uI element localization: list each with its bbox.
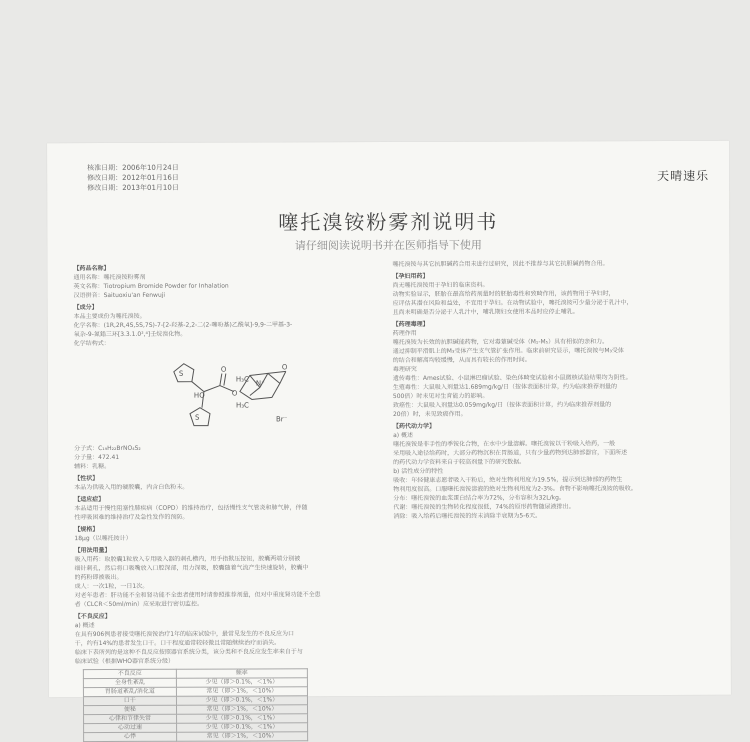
table-cell: 少见（即＞0.1%，＜1%） [176,696,307,705]
leaflet-page [47,141,731,740]
section-heading-name: 【药品名称】 [73,264,110,273]
document-title: 噻托溴铵粉雾剂说明书 [278,209,499,235]
revision-date-line: 修改日期：2013年01月10日 [87,183,179,193]
text-line: 且尚未明确是否分泌于人乳汁中，哺乳期妇女使用本品时应停止哺乳。 [392,308,579,316]
svg-text:O: O [231,389,238,398]
text-line: 尚无噻托溴铵用于孕妇的临床资料。 [392,281,489,289]
text-line: 吸收：年轻健康志愿者吸入干粉后，绝对生物利用度为19.5%，提示到达肺部的药物生 [393,476,623,484]
text-line: 吸入用药：取胶囊1粒放入专用吸入器的刺孔槽内，用手指揿压按钮，胶囊两端分别被 [74,555,301,564]
revision-date-line: 修改日期：2012年01月16日 [87,173,179,183]
text-line: a) 概述 [74,622,95,630]
brand-name: 天晴速乐 [657,168,710,184]
text-line: 本品适用于慢性阻塞性肺疾病（COPD）的维持治疗，包括慢性支气管炎和肺气肿，伴随 [74,504,308,513]
svg-text:N⁺: N⁺ [255,379,265,388]
text-line: 500倍）时未见对生育能力的影响。 [392,392,489,400]
text-line: 遗传毒性：Ames试验、小鼠淋巴瘤试验、染色体畸变试验和小鼠微核试验结果均为阴性。 [392,374,632,382]
table-cell: 口干 [83,696,176,705]
table-row [84,732,308,742]
chemical-structure [74,351,384,442]
svg-text:S: S [178,369,184,378]
section-heading-adverse: 【不良反应】 [74,612,111,621]
text-line: 采用吸入途径给药时，大部分药物沉积在胃肠道，只有少量药物到达肺部器官，下面所述 [393,449,628,457]
text-line: 氧杂-9-氮鎓三环[3.3.1.0²,⁴]壬烷溴化物。 [73,330,187,339]
revision-dates [87,163,179,193]
svg-text:H₃C: H₃C [235,375,249,384]
text-line: 本品主要成份为噻托溴铵。 [73,312,146,321]
section-heading-pharmacology: 【药理毒理】 [392,320,429,328]
text-line: 应评估其潜在风险和益处，不宜用于孕妇。在动物试验中，噻托溴铵可少量分泌于乳汁中， [392,299,633,307]
table-row [84,714,308,724]
text-line: 噻托溴铵为长效的抗胆碱能药物，它对毒蕈碱受体（M₁-M₅）具有相似的亲和力。 [392,338,609,346]
text-line: 的结合和解离均较缓慢，从而具有较长的作用时间。 [392,356,531,364]
text-line: a) 概述 [393,431,414,439]
text-line: 化学结构式： [73,339,110,348]
text-line: 者（CLCR＜50ml/min）应采取进行密切监控。 [74,600,204,609]
text-line: 性呼吸困难的维持治疗及急性发作的预防。 [74,513,189,522]
text-line: 动物实验显示，胚胎在最高给药剂量时的胚胎毒性和致畸作用，该药物用于孕妇时， [392,290,615,298]
text-line: 18μg（以噻托铵计） [74,534,132,543]
table-row [83,696,307,706]
table-row [83,705,307,715]
section-heading-pregnancy: 【孕妇用药】 [392,272,429,280]
table-cell: 少见（即＞0.1%，＜1%） [176,723,307,732]
text-line: 的药代动力学资料来自于较高剂量下的研究数据。 [393,458,526,466]
section-heading-indications: 【适应症】 [74,495,105,504]
text-line: 20倍）时，未见致癌作用。 [392,410,467,418]
table-cell: 常见（即＞1%，＜10%） [176,732,307,741]
table-cell: 少见（即＞0.1%，＜1%） [176,678,307,687]
section-heading-usage: 【用法用量】 [74,546,111,555]
svg-text:S: S [194,413,200,422]
text-line: 化学名称：(1R,2R,4S,5S,7S)-7-[2-羟基-2,2-二(2-噻吩基)乙酰氧]-9,9-二甲基-3- [73,321,293,330]
table-cell: 心律和节律失常 [84,714,177,723]
revision-date-line: 核准日期：2006年10月24日 [87,163,179,173]
document-subtitle: 请仔细阅读说明书并在医师指导下使用 [294,238,482,253]
table-header-cell: 频率 [176,669,307,678]
text-line: 成人：一次1粒，一日1次。 [74,582,149,591]
text-line: 噻托溴铵是非手性的季铵化合物，在水中少量溶解。噻托溴铵以干粉吸入给药，一般 [393,440,616,448]
section-heading-composition: 【成分】 [73,304,98,312]
svg-text:Br⁻: Br⁻ [275,415,288,424]
text-line: 分子量：472.41 [74,453,120,462]
text-line: 临床试验（根据WHO器官系统分级） [74,657,175,666]
table-row [84,723,308,733]
section-heading-pharmacokinetics: 【药代动力学】 [393,422,436,430]
text-line: 对老年患者：肝功能不全和肾功能不全患者使用时请参照推荐剂量，但对中重度肾功能不全患 [74,591,321,600]
molecular-info [74,443,384,471]
svg-text:O: O [281,363,288,372]
text-line: 汉语拼音：Saituoxiu'an Fenwuji [73,291,166,300]
text-line: 辅料：乳糖。 [74,462,111,471]
text-line: 的药粉即被吸出。 [74,573,123,582]
text-line: 分布：噻托溴铵的血浆蛋白结合率为72%，分布容积为32L/kg。 [393,494,565,502]
text-line: b) 活性成分的特性 [393,467,444,475]
text-line: 消除：吸入给药后噻托溴铵的终末消除半衰期为5-6天。 [393,512,542,520]
text-line: 通过抑制平滑肌上的M₃受体产生支气管扩张作用。临床前研究显示，噻托溴铵与M₃受体 [392,347,624,355]
table-cell: 全身性紊乱 [83,678,176,687]
table-cell: 心动过速 [84,723,177,732]
structure-diagram [164,351,334,440]
text-line: 分子式：C₁₉H₂₂BrNO₄S₂ [74,444,141,453]
text-line: 噻托溴铵与其它抗胆碱药合用未进行过研究，因此不推荐与其它抗胆碱药物合用。 [392,260,609,268]
text-line: 物利用度很高。口服噻托溴铵溶液的绝对生物利用度为2-3%。食物不影响噻托溴铵的吸收。 [393,485,637,493]
section-heading-spec: 【规格】 [74,526,99,534]
table-header-cell: 不良反应 [83,669,176,678]
table-row [83,678,307,688]
text-line: 细针刺孔，然后将口吸嘴放入口腔深部，用力深吸，胶囊随着气流产生快速旋转，胶囊中 [74,564,309,573]
table-row [83,687,307,697]
table-cell: 胃肠道紊乱/消化道 [83,687,176,696]
text-line: 药理作用 [392,329,417,337]
svg-text:O: O [220,365,227,374]
text-line: 致癌性：大鼠吸入剂量达0.059mg/kg/日（按体表面积计算，约为临床推荐剂量的 [392,401,612,409]
text-line: 通用名称：噻托溴铵粉雾剂 [73,273,146,282]
table-cell: 少见（即＞0.1%，＜1%） [176,714,307,723]
text-line: 本品为供吸入用的硬胶囊，内含白色粉末。 [74,483,189,492]
section-heading-traits: 【性状】 [74,475,99,483]
table-cell: 常见（即＞1%，＜10%） [176,687,307,696]
text-line: 英文名称：Tiotropium Bromide Powder for Inhalation [73,282,229,291]
text-line: 代谢：噻托溴铵的生物转化程度很低，74%的原形药物随尿液排出。 [393,503,575,511]
table-cell: 心悸 [84,732,177,741]
svg-text:H₃C: H₃C [235,401,249,410]
table-cell: 便秘 [83,705,176,714]
left-column [73,260,385,742]
text-line: 干，约有14%的患者发生口干。口干程度通常较轻微且常随继续治疗而消失。 [74,639,281,648]
table-cell: 常见（即＞1%，＜10%） [176,705,307,714]
text-line: 生殖毒性：大鼠吸入剂量达1.689mg/kg/日（按体表面积计算，约为临床推荐剂量的 [392,383,618,391]
text-line: 临床下表所列的是这种不良反应按照器官系统分类，该分类和不良反应发生率来自于与 [74,648,303,657]
svg-text:HO: HO [193,391,205,400]
right-column [392,259,713,521]
adverse-reaction-table [83,668,308,742]
text-line: 在具有906例患者接受噻托溴铵治疗1年的临床试验中，最常见发生的不良反应为口 [74,630,295,639]
text-line: 毒理研究 [392,365,417,373]
